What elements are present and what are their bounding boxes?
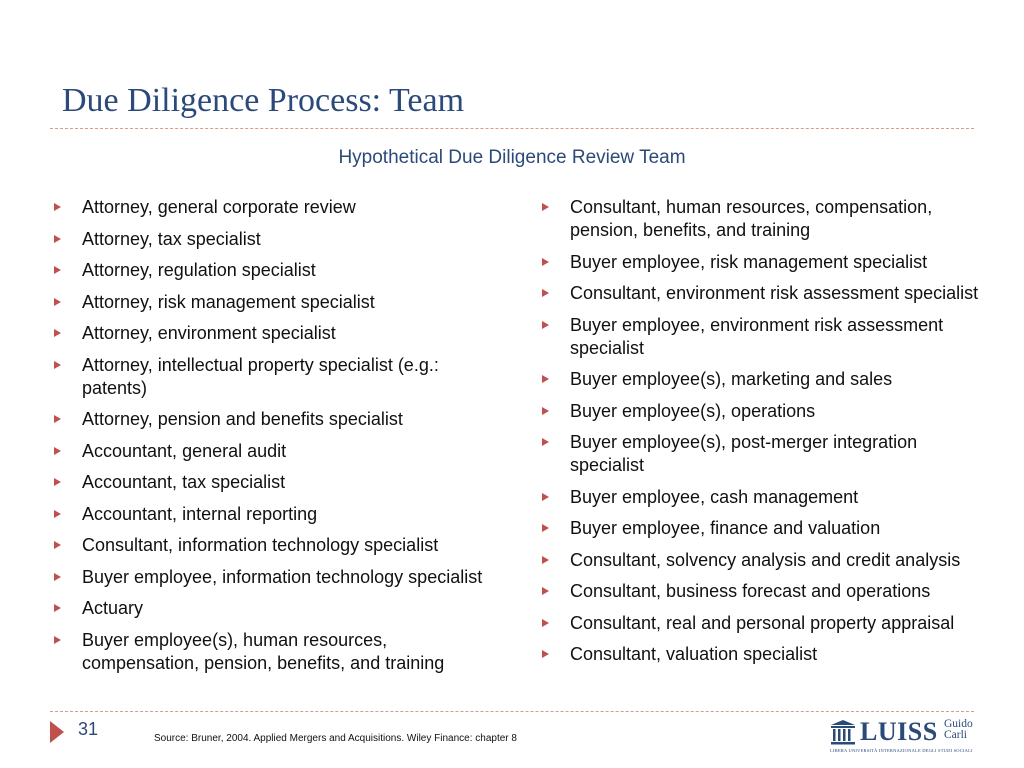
- bullet-triangle-icon: [54, 329, 61, 337]
- bullet-text: Attorney, regulation specialist: [82, 260, 316, 280]
- bullet-item: [52, 597, 492, 620]
- bullet-item: [52, 228, 492, 251]
- bullet-item: [540, 612, 990, 635]
- bullet-triangle-icon: [542, 258, 549, 266]
- bullet-triangle-icon: [54, 235, 61, 243]
- bullet-item: [540, 196, 990, 242]
- bullet-text: Attorney, risk management specialist: [82, 291, 375, 312]
- logo-sub-guido: Guido: [944, 718, 973, 730]
- top-divider: [50, 128, 974, 129]
- bullet-triangle-icon: [542, 493, 549, 501]
- bullet-text: Buyer employee(s), post-merger integration specialist: [570, 432, 918, 475]
- bullet-item: [540, 368, 990, 391]
- bullet-text: Buyer employee(s), human resources, compensation, pension, benefits, and training: [82, 629, 445, 673]
- bullet-text: Actuary: [82, 598, 144, 618]
- bullet-triangle-icon: [54, 541, 61, 549]
- bullet-item: [52, 354, 492, 400]
- bullet-triangle-icon: [54, 266, 61, 274]
- logo-tagline: LIBERA UNIVERSITÀ INTERNAZIONALE DEGLI STUDI SOCIALI: [830, 748, 973, 753]
- bullet-item: [540, 517, 990, 540]
- bullet-item: [540, 400, 990, 423]
- bullet-triangle-icon: [542, 375, 549, 383]
- columns-icon: [830, 719, 856, 745]
- source-citation: Source: Bruner, 2004. Applied Mergers and Acquisitions. Wiley Finance: chapter 8: [154, 733, 517, 744]
- bullet-triangle-icon: [542, 556, 549, 564]
- bullet-triangle-icon: [542, 619, 549, 627]
- logo-subtext: [944, 719, 973, 741]
- bullet-text: Consultant, solvency analysis and credit analysis: [570, 549, 961, 570]
- bullet-text: Consultant, business forecast and operations: [570, 581, 931, 601]
- bullet-item: [540, 251, 990, 274]
- bullet-text: Attorney, general corporate review: [82, 197, 356, 217]
- bullet-item: [52, 291, 492, 314]
- bullet-text: Buyer employee, cash management: [570, 486, 859, 507]
- bullet-triangle-icon: [542, 407, 549, 415]
- bullet-triangle-icon: [54, 604, 61, 612]
- bullet-item: [540, 282, 990, 305]
- bullet-text: Buyer employee, risk management specialist: [570, 251, 928, 272]
- bullet-item: [52, 408, 492, 431]
- page-number: 31: [78, 719, 99, 739]
- bottom-divider: [50, 711, 974, 712]
- bullet-item: [540, 431, 990, 477]
- bullet-item: [540, 580, 990, 603]
- bullet-triangle-icon: [54, 636, 61, 644]
- bullet-text: Buyer employee, finance and valuation: [570, 518, 881, 538]
- bullet-triangle-icon: [54, 478, 61, 486]
- bullet-text: Accountant, internal reporting: [82, 503, 318, 524]
- bullet-item: [52, 534, 492, 557]
- bullet-triangle-icon: [542, 203, 549, 211]
- bullet-triangle-icon: [542, 289, 549, 297]
- bullet-text: Consultant, human resources, compensation, pension, benefits, and training: [570, 197, 933, 240]
- page-marker-icon: [50, 721, 64, 743]
- logo-wordmark: LUISS: [860, 717, 938, 746]
- luiss-logo: [830, 716, 975, 756]
- bullet-item: [52, 471, 492, 494]
- bullet-item: [540, 314, 990, 360]
- bullet-text: Accountant, tax specialist: [82, 472, 286, 492]
- bullet-triangle-icon: [54, 510, 61, 518]
- bullet-item: [52, 503, 492, 526]
- bullet-item: [540, 643, 990, 666]
- bullet-triangle-icon: [54, 447, 61, 455]
- right-bullet-list: [540, 196, 990, 675]
- bullet-text: Buyer employee, environment risk assessment specialist: [570, 314, 944, 358]
- bullet-triangle-icon: [54, 573, 61, 581]
- bullet-triangle-icon: [54, 361, 61, 369]
- slide-title: Due Diligence Process: Team: [62, 82, 465, 119]
- bullet-text: Attorney, environment specialist: [82, 323, 336, 343]
- bullet-text: Consultant, information technology specialist: [82, 535, 439, 555]
- bullet-item: [540, 549, 990, 572]
- bullet-triangle-icon: [542, 587, 549, 595]
- bullet-text: Consultant, environment risk assessment specialist: [570, 283, 979, 303]
- left-bullet-list: [52, 196, 492, 683]
- bullet-triangle-icon: [54, 203, 61, 211]
- slide-subtitle: Hypothetical Due Diligence Review Team: [338, 147, 686, 168]
- bullet-triangle-icon: [542, 438, 549, 446]
- bullet-triangle-icon: [54, 415, 61, 423]
- bullet-item: [540, 486, 990, 509]
- bullet-item: [52, 196, 492, 219]
- bullet-text: Accountant, general audit: [82, 440, 287, 461]
- bullet-triangle-icon: [542, 321, 549, 329]
- bullet-text: Attorney, tax specialist: [82, 228, 261, 249]
- bullet-item: [52, 322, 492, 345]
- bullet-text: Buyer employee(s), marketing and sales: [570, 369, 893, 389]
- bullet-item: [52, 259, 492, 282]
- bullet-text: Consultant, real and personal property appraisal: [570, 612, 955, 633]
- bullet-text: Attorney, intellectual property specialist (e.g.: patents): [82, 354, 439, 398]
- bullet-triangle-icon: [54, 298, 61, 306]
- bullet-text: Consultant, valuation specialist: [570, 644, 818, 664]
- bullet-item: [52, 629, 492, 675]
- bullet-text: Buyer employee, information technology specialist: [82, 566, 483, 587]
- bullet-text: Attorney, pension and benefits specialist: [82, 409, 403, 429]
- bullet-triangle-icon: [542, 524, 549, 532]
- bullet-text: Buyer employee(s), operations: [570, 400, 816, 421]
- logo-sub-carli: Carli: [944, 729, 967, 741]
- bullet-item: [52, 440, 492, 463]
- bullet-item: [52, 566, 492, 589]
- bullet-triangle-icon: [542, 650, 549, 658]
